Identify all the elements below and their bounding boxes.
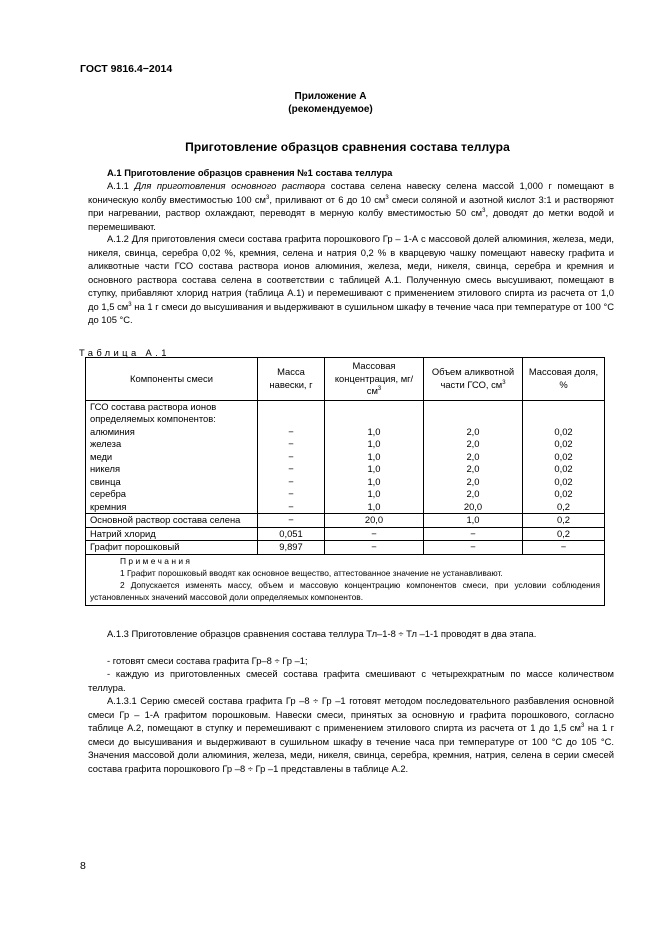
row-aliquot: − [424, 541, 523, 555]
row-conc: − [325, 527, 424, 541]
table-a1 [85, 357, 605, 606]
gso-mass: − [288, 475, 294, 487]
table-row-gso [86, 400, 605, 514]
gso-mass: − [288, 463, 294, 474]
row-aliquot: 1,0 [424, 514, 523, 528]
superscript: 3 [581, 723, 585, 729]
gso-name: никеля [90, 463, 121, 474]
gso-names-cell [86, 400, 258, 514]
gso-aliquot: 2,0 [466, 425, 480, 437]
row-conc: 20,0 [325, 514, 424, 528]
row-name: Натрий хлорид [86, 527, 258, 541]
gso-name: свинца [90, 475, 121, 487]
superscript: 3 [385, 194, 389, 201]
paragraph-a1-3-item1: - готовят смеси состава графита Гр–8 ÷ Гр –1; [107, 655, 308, 666]
gso-name: меди [90, 450, 113, 462]
gso-conc: 1,0 [367, 450, 381, 462]
table-row [86, 541, 605, 555]
gso-fraction: 0,02 [554, 463, 573, 474]
header-conc [325, 358, 424, 401]
gso-conc: 1,0 [367, 475, 381, 487]
superscript: 3 [265, 194, 270, 201]
gso-aliquot: 2,0 [466, 438, 480, 449]
paragraph-a1-2 [88, 232, 614, 327]
header-component: Компоненты смеси [86, 358, 258, 401]
table-header-row [86, 358, 605, 401]
gso-mass: − [288, 488, 294, 499]
row-mass: 0,051 [258, 527, 325, 541]
standard-header: ГОСТ 9816.4−2014 [80, 63, 173, 75]
section-title: Приготовление образцов сравнения состава теллура [185, 140, 510, 154]
a1-3-1-text: А.1.3.1 Серию смесей состава графита Гр –8 ÷ Гр –1 готовят методом последовательного разбавления основной смеси Гр – 1-А графитом порошковым. Навески смеси, принятых за основную и графита порошкового, согласно таблице А.2, помещают в ступку и перемешивают с применением этилового спирта из расчета от 1 до 1,5 см [88, 695, 614, 733]
a1-1-italic: Для приготовления основного раствора [134, 180, 326, 191]
gso-name: кремния [90, 500, 127, 512]
row-fraction: − [523, 541, 605, 555]
note-2: 2 Допускается изменять массу, объем и массовую концентрацию компонентов смеси, при условии соблюдения установленных значений массовой доли определяемых компонентов. [90, 579, 600, 602]
gso-aliquot: 2,0 [466, 463, 480, 474]
gso-fraction-cell [523, 400, 605, 514]
header-aliquot [424, 358, 523, 401]
appendix-note: (рекомендуемое) [288, 104, 373, 115]
paragraph-a1-3: А.1.3 Приготовление образцов сравнения состава теллура Тл–1-8 ÷ Тл –1-1 проводят в два этапа. [107, 628, 537, 639]
notes-title: Примечания [120, 555, 193, 566]
superscript: 3 [377, 386, 382, 392]
gso-conc: 1,0 [367, 425, 381, 437]
gso-label: ГСО состава раствора ионов определяемых компонентов: [90, 400, 217, 424]
gso-conc: 1,0 [367, 438, 381, 449]
row-mass: 9,897 [258, 541, 325, 555]
row-name: Основной раствор состава селена [86, 514, 258, 528]
gso-conc: 1,0 [367, 488, 381, 499]
a1-2-text: А.1.2 Для приготовления смеси состава графита порошкового Гр – 1-А с массовой долей алюминия, железа, меди, никеля, свинца, серебра 0,02 %, кремния, селена и натрия 0,2 % в кварцевую чашку помещают навеску графита и аликвотные части ГСО состава раствора ионов алюминия, железа, меди, никеля, свинца, серебра и кремния и основного раствора состава селена в соответствии с таблицей А.1. Полученную смесь высушивают, помещают в ступку, прибавляют хлорид натрия (таблица А.1) и перемешивают с применением этилового спирта из расчета от 1,0 до 1,5 см [88, 233, 614, 312]
a1-2-end: на 1 г смеси до высушивания и выдерживают в сушильном шкафу в течение часа при температуре от 100 °С до 105 °С. [88, 300, 615, 325]
gso-names [90, 426, 253, 514]
paragraph-a1-1 [88, 179, 614, 233]
table-row [86, 527, 605, 541]
gso-fraction: 0,02 [554, 450, 573, 462]
header-conc-text: Массовая концентрация, мг/ см [334, 360, 414, 396]
gso-conc: 1,0 [367, 463, 381, 474]
a1-1-part1: состава селена навеску селена массой 1,000 г помещают в коническую колбу вместимостью 100 см [88, 180, 615, 205]
gso-mass: − [288, 500, 294, 512]
row-fraction: 0,2 [523, 527, 605, 541]
table-caption: Таблица А.1 [79, 347, 170, 358]
gso-aliquot: 2,0 [466, 475, 480, 487]
gso-conc-cell [325, 400, 424, 514]
row-aliquot: − [424, 527, 523, 541]
table-notes [86, 554, 605, 605]
gso-aliquot: 2,0 [466, 450, 480, 462]
note-1: 1 Графит порошковый вводят как основное вещество, аттестованное значение не устанавливают. [120, 567, 503, 578]
a1-heading-text: А.1 Приготовление образцов сравнения №1 состава теллура [107, 167, 393, 178]
a1-3-1-end: на 1 г смеси до высушивания и выдерживают в сушильном шкафу в течение часа при температуре от 100 °С до 105 °С. Значения массовой доли алюминия, железа, меди, никеля, свинца, серебра, кремния, натрия, селена в серии смесей состава графита порошкового Гр –8 ÷ Гр –1 представлены в таблице А.2. [88, 722, 614, 774]
gso-mass: − [288, 425, 294, 437]
a1-1-part4: , доводят до метки водой и перемешивают. [88, 207, 614, 232]
gso-fraction: 0,2 [556, 500, 571, 512]
a1-1-part2: , приливают от 6 до 10 см [269, 193, 386, 205]
gso-aliquot: 2,0 [466, 488, 480, 499]
row-fraction: 0,2 [523, 514, 605, 528]
gso-aliquot: 20,0 [463, 500, 483, 512]
paragraph-a1-3-1 [88, 694, 614, 775]
row-mass: − [258, 514, 325, 528]
a1-1-part3: смеси соляной и азотной кислот 3:1 и растворяют при нагревании, раствор охлаждают, переводят в мерную колбу вместимостью 50 см [88, 193, 615, 218]
paragraph-a1-3-item2: - каждую из приготовленных смесей состава графита смешивают с четырехкратным по массе количеством теллура. [88, 668, 614, 693]
superscript: 3 [502, 379, 506, 386]
header-fraction: Массовая доля, % [523, 358, 605, 401]
table-notes-row [86, 554, 605, 605]
gso-mass: − [288, 438, 294, 449]
gso-fraction: 0,02 [554, 488, 573, 499]
gso-name: серебра [90, 488, 127, 499]
superscript: 3 [128, 301, 132, 308]
table-row [86, 514, 605, 528]
gso-mass: − [288, 450, 294, 462]
row-conc: − [325, 541, 424, 555]
gso-fraction: 0,02 [554, 425, 573, 437]
gso-name: алюминия [90, 425, 135, 437]
paragraph-a1-heading [88, 166, 614, 180]
a1-1-lead: А.1.1 [107, 180, 135, 191]
gso-conc: 1,0 [367, 500, 381, 512]
gso-mass-cell [258, 400, 325, 514]
superscript: 3 [482, 208, 486, 214]
gso-fraction: 0,02 [554, 475, 573, 487]
gso-aliquot-cell [424, 400, 523, 514]
header-aliquot-text: Объем аликвотной части ГСО, см [431, 366, 515, 390]
page-number: 8 [80, 860, 86, 872]
gso-name: железа [90, 438, 122, 449]
appendix-title: Приложение А [294, 91, 367, 102]
header-mass: Масса навески, г [258, 358, 325, 401]
gso-fraction: 0,02 [554, 438, 573, 449]
row-name: Графит порошковый [86, 541, 258, 555]
